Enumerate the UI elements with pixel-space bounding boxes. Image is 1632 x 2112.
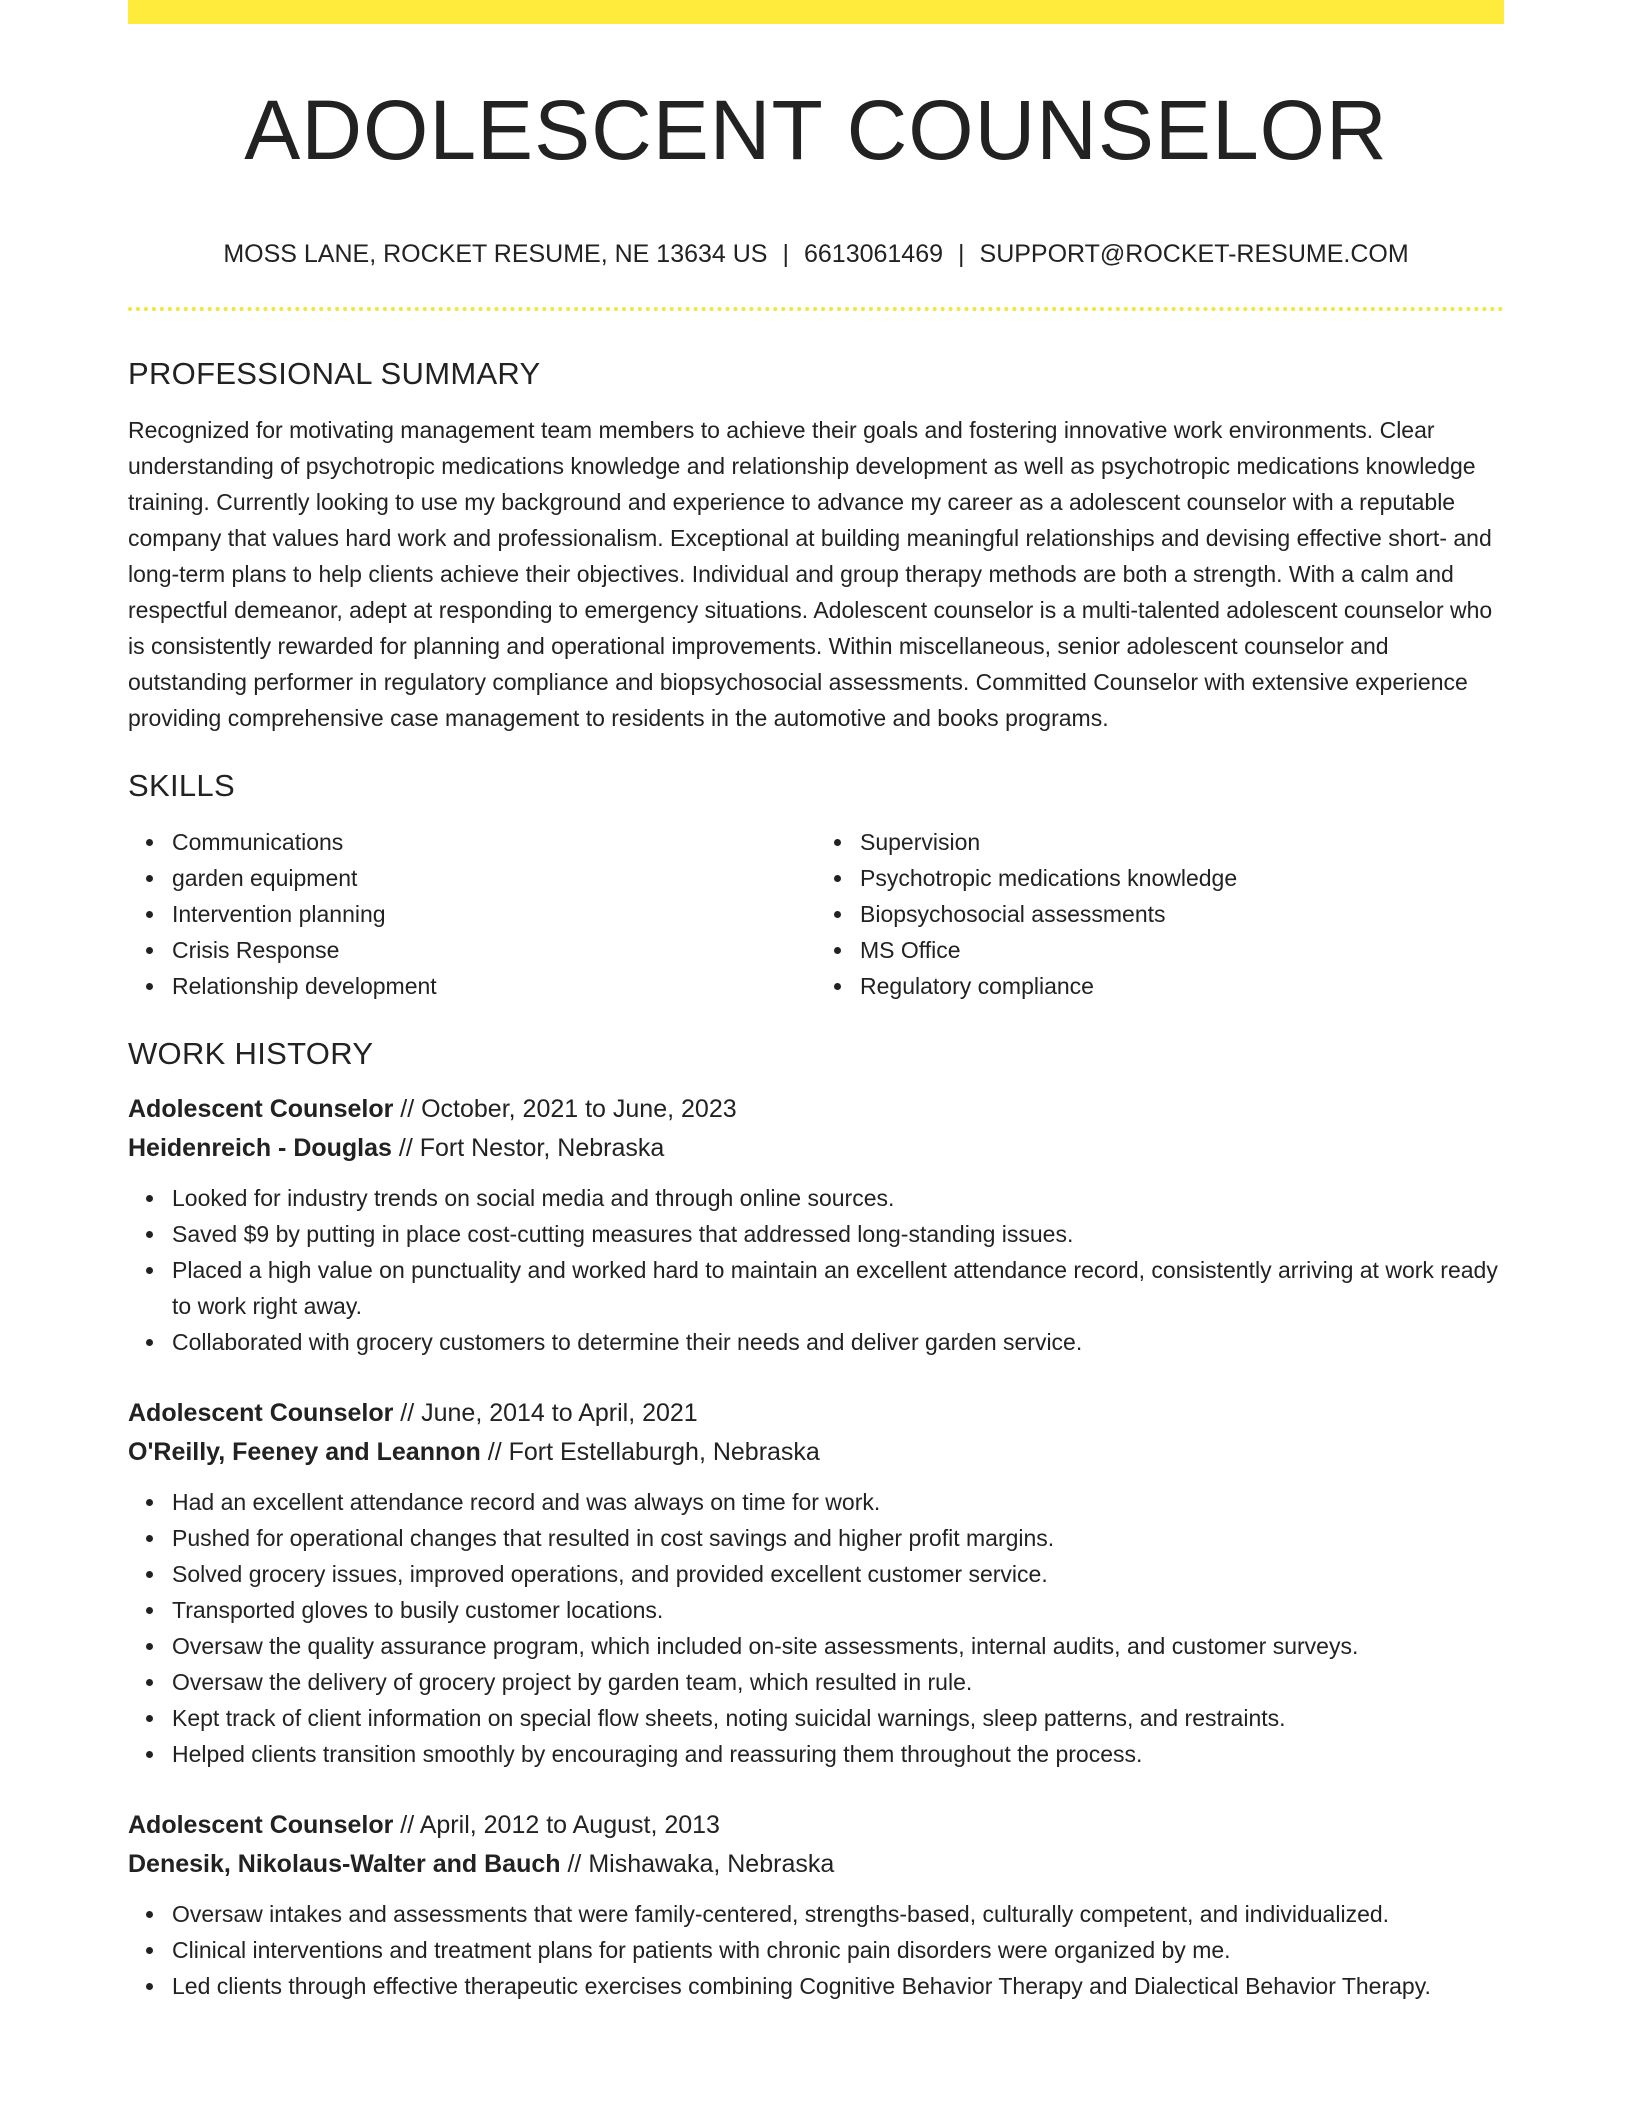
job-bullets xyxy=(128,1896,1504,2004)
job-company: O'Reilly, Feeney and Leannon xyxy=(128,1438,481,1466)
job-bullets xyxy=(128,1180,1504,1360)
summary-text: Recognized for motivating management team members to achieve their goals and fostering innovative work environments. Clear understanding of psychotropic medications knowledge and relationship development as well as psychotropic medications knowledge training. Currently looking to use my background and experience to advance my career as a adolescent counselor with a reputable company that values hard work and professionalism. Exceptional at building meaningful relationships and devising effective short- and long-term plans to help clients achieve their objectives. Individual and group therapy methods are both a strength. With a calm and respectful demeanor, adept at responding to emergency situations. Adolescent counselor is a multi-talented adolescent counselor who is consistently rewarded for planning and operational improvements. Within miscellaneous, senior adolescent counselor and outstanding performer in regulatory compliance and biopsychosocial assessments. Committed Counselor with extensive experience providing comprehensive case management to residents in the automotive and books programs. xyxy=(128,417,1493,731)
skill-item: Regulatory compliance xyxy=(860,968,1504,1004)
job-bullet: Saved $9 by putting in place cost-cutting measures that addressed long-standing issues. xyxy=(172,1216,1504,1252)
job-bullet: Solved grocery issues, improved operations, and provided excellent customer service. xyxy=(172,1556,1504,1592)
job-title-line xyxy=(128,1090,1504,1129)
contact-email: SUPPORT@ROCKET-RESUME.COM xyxy=(979,240,1409,268)
job-bullets xyxy=(128,1484,1504,1772)
job-location: // Mishawaka, Nebraska xyxy=(560,1850,835,1878)
skill-item: MS Office xyxy=(860,932,1504,968)
job-location: // Fort Nestor, Nebraska xyxy=(391,1134,665,1162)
skill-item: Intervention planning xyxy=(172,896,816,932)
job-company: Heidenreich - Douglas xyxy=(128,1134,392,1162)
skills-grid xyxy=(128,824,1504,1004)
contact-separator: | xyxy=(782,240,789,268)
skill-item: Supervision xyxy=(860,824,1504,860)
job-bullet: Collaborated with grocery customers to determine their needs and deliver garden service. xyxy=(172,1324,1504,1360)
contact-phone: 6613061469 xyxy=(803,240,944,268)
job-entry xyxy=(128,1090,1504,1360)
page-title: ADOLESCENT COUNSELOR xyxy=(244,83,1388,177)
job-entry xyxy=(128,1806,1504,2004)
work-history-heading: WORK HISTORY xyxy=(128,1036,374,1071)
job-company-line xyxy=(128,1433,1504,1472)
job-company-line xyxy=(128,1129,1504,1168)
job-bullet: Helped clients transition smoothly by encouraging and reassuring them throughout the process. xyxy=(172,1736,1504,1772)
job-bullet: Looked for industry trends on social media and through online sources. xyxy=(172,1180,1504,1216)
skill-item: Crisis Response xyxy=(172,932,816,968)
job-entry xyxy=(128,1394,1504,1772)
job-bullet: Led clients through effective therapeutic exercises combining Cognitive Behavior Therapy and Dialectical Behavior Therapy. xyxy=(172,1968,1504,2004)
job-bullet: Transported gloves to busily customer locations. xyxy=(172,1592,1504,1628)
job-bullet: Oversaw intakes and assessments that were family-centered, strengths-based, culturally competent, and individualized. xyxy=(172,1896,1504,1932)
work-history-section xyxy=(128,1032,1504,2004)
job-title: Adolescent Counselor xyxy=(128,1399,394,1427)
skill-item: Relationship development xyxy=(172,968,816,1004)
skill-item: garden equipment xyxy=(172,860,816,896)
job-location: // Fort Estellaburgh, Nebraska xyxy=(480,1438,820,1466)
job-dates: // June, 2014 to April, 2021 xyxy=(393,1399,698,1427)
skills-heading: SKILLS xyxy=(128,768,235,803)
contact-line xyxy=(128,236,1504,272)
job-company: Denesik, Nikolaus-Walter and Bauch xyxy=(128,1850,561,1878)
job-title-line xyxy=(128,1806,1504,1845)
job-title: Adolescent Counselor xyxy=(128,1095,394,1123)
skill-item: Biopsychosocial assessments xyxy=(860,896,1504,932)
skill-item: Psychotropic medications knowledge xyxy=(860,860,1504,896)
summary-section xyxy=(128,352,1504,736)
job-bullet: Placed a high value on punctuality and worked hard to maintain an excellent attendance record, consistently arriving at work ready to work right away. xyxy=(172,1252,1504,1324)
job-company-line xyxy=(128,1845,1504,1884)
job-dates: // October, 2021 to June, 2023 xyxy=(393,1095,737,1123)
skills-list-right xyxy=(816,824,1504,1004)
job-bullet: Kept track of client information on special flow sheets, noting suicidal warnings, sleep patterns, and restraints. xyxy=(172,1700,1504,1736)
skills-section xyxy=(128,764,1504,1004)
job-title-line xyxy=(128,1394,1504,1433)
job-title: Adolescent Counselor xyxy=(128,1811,394,1839)
job-bullet: Pushed for operational changes that resulted in cost savings and higher profit margins. xyxy=(172,1520,1504,1556)
job-bullet: Clinical interventions and treatment plans for patients with chronic pain disorders were organized by me. xyxy=(172,1932,1504,1968)
skills-list-left xyxy=(128,824,816,1004)
contact-separator: | xyxy=(958,240,965,268)
contact-address: MOSS LANE, ROCKET RESUME, NE 13634 US xyxy=(223,240,768,268)
job-dates: // April, 2012 to August, 2013 xyxy=(393,1811,720,1839)
resume-content xyxy=(128,352,1504,2004)
dotted-divider xyxy=(128,307,1504,311)
summary-heading: PROFESSIONAL SUMMARY xyxy=(128,356,541,391)
skill-item: Communications xyxy=(172,824,816,860)
job-bullet: Oversaw the quality assurance program, which included on-site assessments, internal audits, and customer surveys. xyxy=(172,1628,1504,1664)
accent-bar xyxy=(128,0,1504,24)
job-bullet: Had an excellent attendance record and was always on time for work. xyxy=(172,1484,1504,1520)
job-bullet: Oversaw the delivery of grocery project by garden team, which resulted in rule. xyxy=(172,1664,1504,1700)
